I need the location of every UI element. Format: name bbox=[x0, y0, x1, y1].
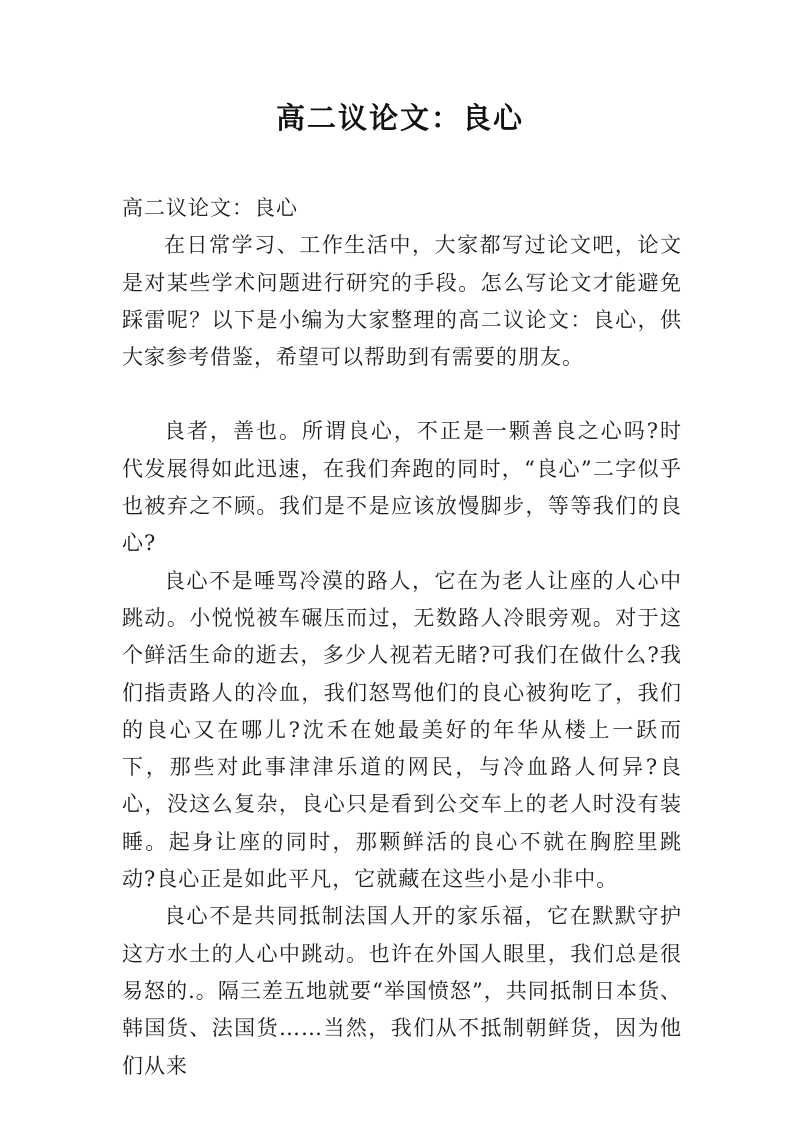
body-paragraph-1: 良者，善也。所谓良心，不正是一颗善良之心吗?时代发展得如此迅速，在我们奔跑的同时，“良心”二字似乎也被弃之不顾。我们是不是应该放慢脚步，等等我们的良心? bbox=[122, 419, 682, 556]
document-title: 高二议论文：良心 bbox=[275, 101, 524, 135]
paragraph-spacer bbox=[122, 376, 682, 413]
body-paragraph-3: 良心不是共同抵制法国人开的家乐福，它在默默守护这方水土的人心中跳动。也许在外国人眼里，我们总是很易怒的.。隔三差五地就要“举国愤怒”，共同抵制日本货、韩国货、法国货……当然，我们从不抵制朝鲜货，因为他们从来 bbox=[122, 904, 682, 1078]
document-subtitle: 高二议论文：良心 bbox=[122, 196, 298, 220]
intro-paragraph: 在日常学习、工作生活中，大家都写过论文吧，论文是对某些学术问题进行研究的手段。怎么写论文才能避免踩雷呢？以下是小编为大家整理的高二议论文：良心，供大家参考借鉴，希望可以帮助到有需要的朋友。 bbox=[122, 233, 682, 370]
document-body bbox=[122, 190, 682, 1085]
body-paragraph-2: 良心不是唾骂冷漠的路人，它在为老人让座的人心中跳动。小悦悦被车碾压而过，无数路人冷眼旁观。对于这个鲜活生命的逝去，多少人视若无睹?可我们在做什么?我们指责路人的冷血，我们怒骂他们的良心被狗吃了，我们的良心又在哪儿?沈禾在她最美好的年华从楼上一跃而下，那些对此事津津乐道的网民，与冷血路人何异?良心，没这么复杂，良心只是看到公交车上的老人时没有装睡。起身让座的同时，那颗鲜活的良心不就在胸腔里跳动?良心正是如此平凡，它就藏在这些小是小非中。 bbox=[122, 568, 682, 892]
